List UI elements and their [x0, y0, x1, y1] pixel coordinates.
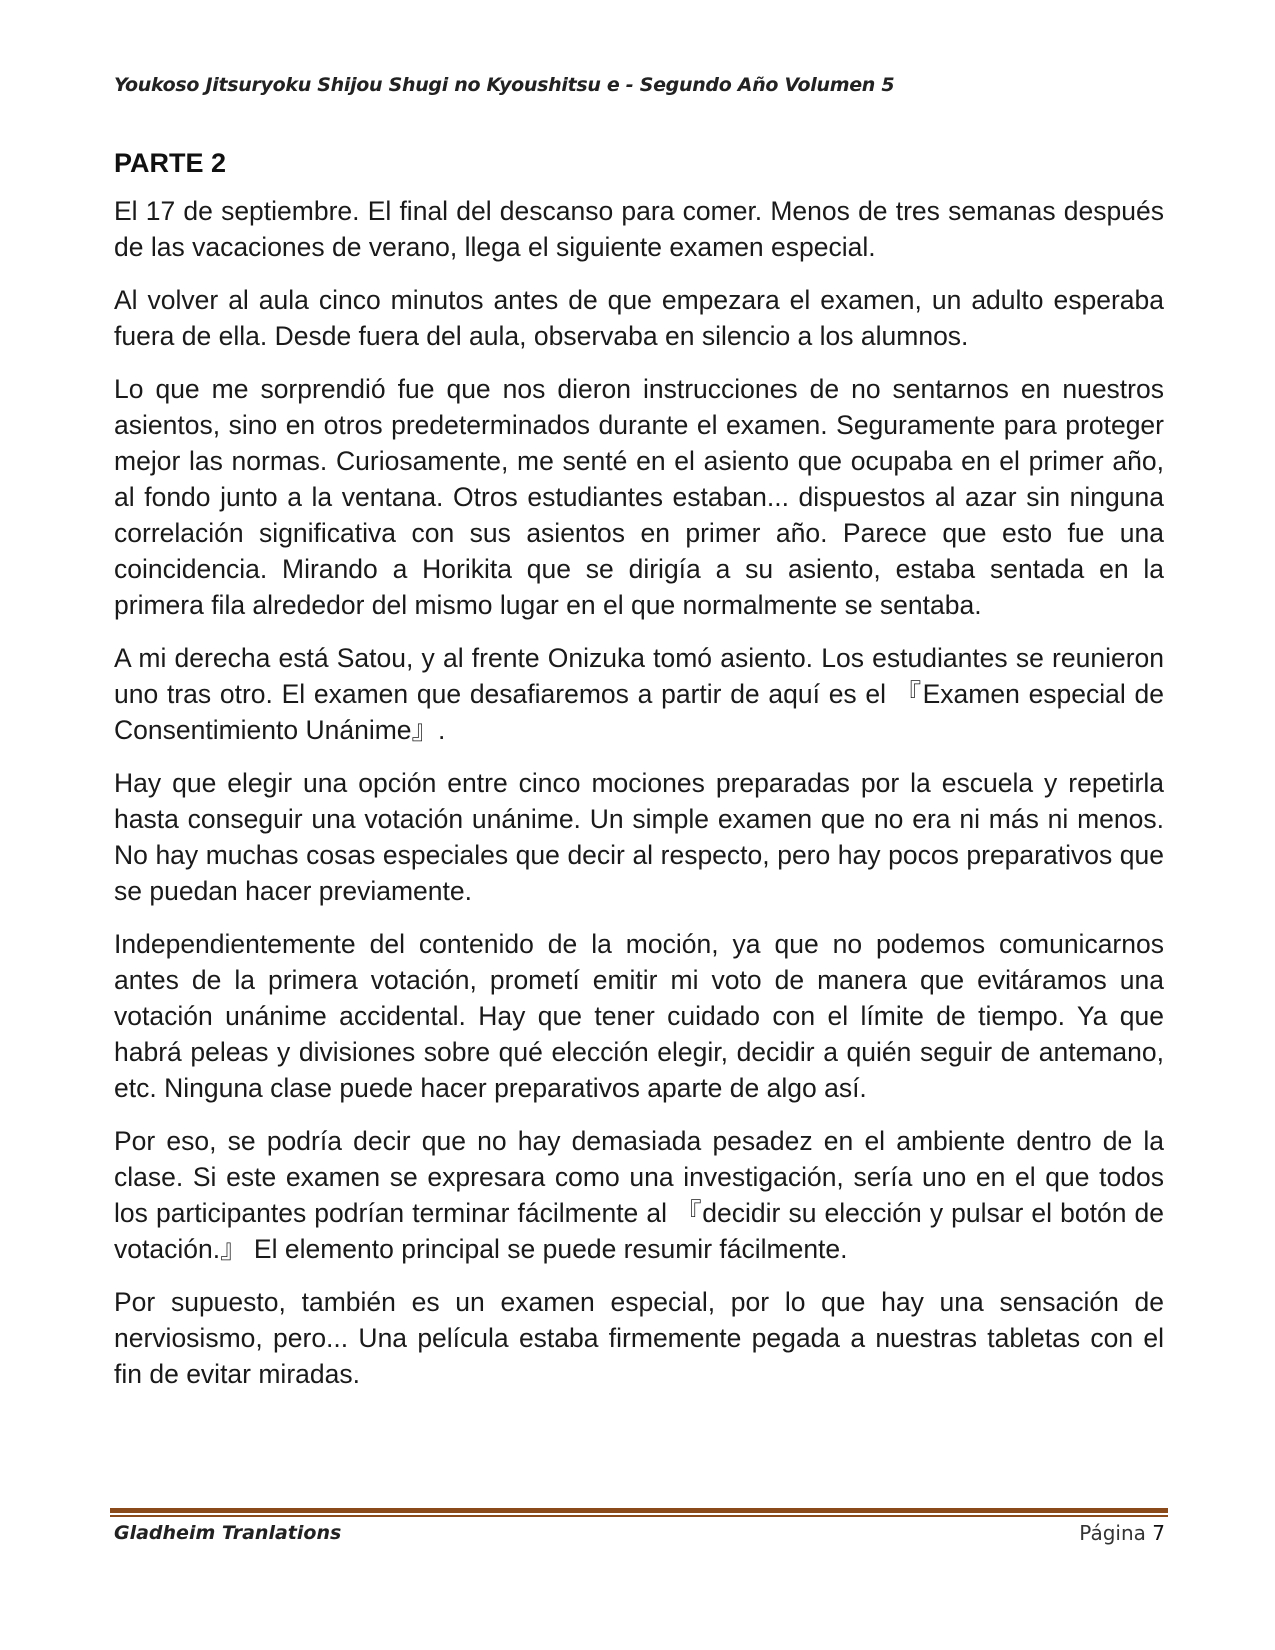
paragraph-7: Por eso, se podría decir que no hay demasiada pesadez en el ambiente dentro de la clase. Si este examen se expresara como una investigación, sería uno en el que todos los participantes podrían terminar fácilmente al 『decidir su elección y pulsar el botón de votación.』 El elemento principal se puede resumir fácilmente.: [114, 1126, 1164, 1264]
section-heading: PARTE 2: [114, 148, 227, 178]
footer-publisher: Gladheim Tranlations: [114, 1522, 342, 1544]
paragraph-1: El 17 de septiembre. El final del descanso para comer. Menos de tres semanas después de las vacaciones de verano, llega el siguiente examen especial.: [114, 196, 1164, 262]
page-number: 7: [1152, 1521, 1165, 1545]
footer-divider-thin: [110, 1515, 1168, 1517]
paragraph-2: Al volver al aula cinco minutos antes de que empezara el examen, un adulto esperaba fuera de ella. Desde fuera del aula, observaba en silencio a los alumnos.: [114, 285, 1164, 351]
paragraph-3: Lo que me sorprendió fue que nos dieron instrucciones de no sentarnos en nuestros asientos, sino en otros predeterminados durante el examen. Seguramente para proteger mejor las normas. Curiosamente, me senté en el asiento que ocupaba en el primer año, al fondo junto a la ventana. Otros estudiantes estaban... dispuestos al azar sin ninguna correlación significativa con sus asientos en primer año. Parece que esto fue una coincidencia. Mirando a Horikita que se dirigía a su asiento, estaba sentada en la primera fila alrededor del mismo lugar en el que normalmente se sentaba.: [114, 374, 1164, 620]
paragraph-6: Independientemente del contenido de la moción, ya que no podemos comunicarnos antes de la primera votación, prometí emitir mi voto de manera que evitáramos una votación unánime accidental. Hay que tener cuidado con el límite de tiempo. Ya que habrá peleas y divisiones sobre qué elección elegir, decidir a quién seguir de antemano, etc. Ninguna clase puede hacer preparativos aparte de algo así.: [114, 929, 1164, 1103]
page-body: [114, 148, 1164, 1409]
paragraph-4: A mi derecha está Satou, y al frente Onizuka tomó asiento. Los estudiantes se reunieron uno tras otro. El examen que desafiaremos a partir de aquí es el 『Examen especial de Consentimiento Unánime』.: [114, 643, 1164, 745]
page-label: Página: [1079, 1521, 1146, 1545]
paragraph-5: Hay que elegir una opción entre cinco mociones preparadas por la escuela y repetirla hasta conseguir una votación unánime. Un simple examen que no era ni más ni menos. No hay muchas cosas especiales que decir al respecto, pero hay pocos preparativos que se puedan hacer previamente.: [114, 768, 1164, 906]
footer-divider: [110, 1508, 1168, 1513]
running-header: Youkoso Jitsuryoku Shijou Shugi no Kyoushitsu e - Segundo Año Volumen 5: [114, 74, 895, 96]
footer-page: [1079, 1521, 1165, 1545]
paragraph-8: Por supuesto, también es un examen especial, por lo que hay una sensación de nerviosismo, pero... Una película estaba firmemente pegada a nuestras tabletas con el fin de evitar miradas.: [114, 1287, 1164, 1389]
